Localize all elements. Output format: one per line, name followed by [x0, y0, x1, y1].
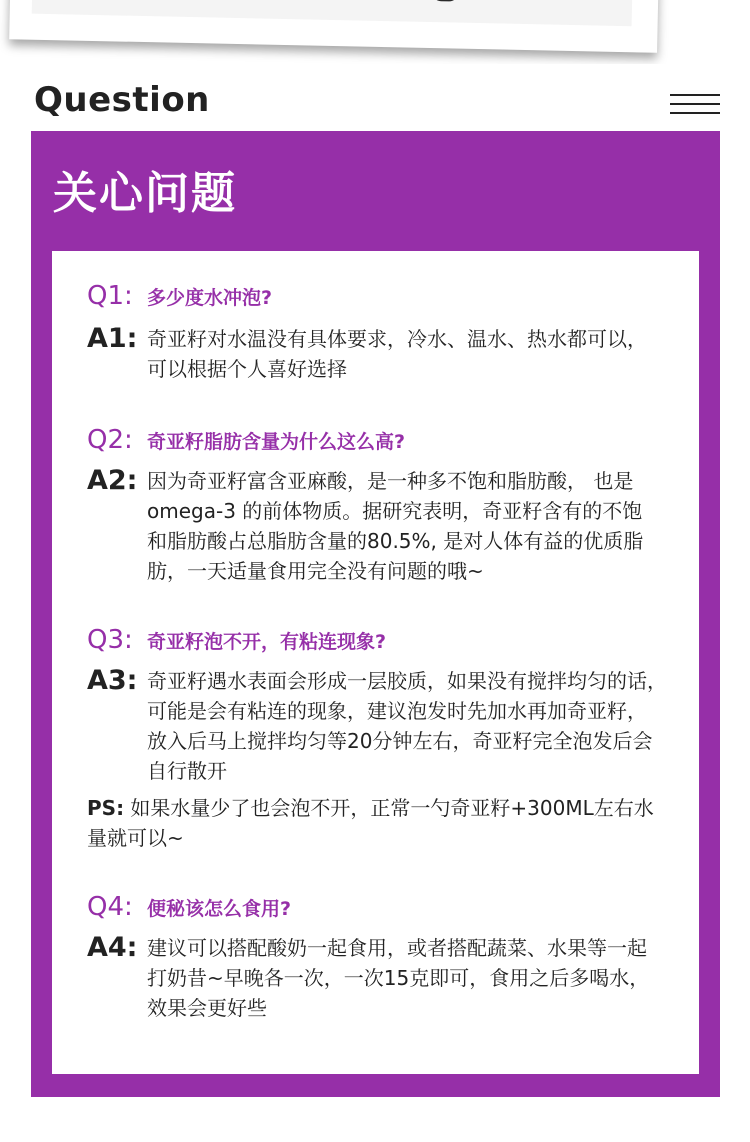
answer-line: 放入后马上搅拌均匀等20分钟左右，奇亚籽完全泡发后会: [147, 729, 653, 753]
answer-line: 可能是会有粘连的现象，建议泡发时先加水再加奇亚籽，: [147, 699, 647, 723]
faq-answer-3: [87, 666, 667, 786]
answer-line: 奇亚籽对水温没有具体要求，冷水、温水、热水都可以，: [147, 327, 647, 351]
answer-line: 自行散开: [147, 759, 227, 783]
product-photo: [32, 0, 633, 26]
answer-line: 建议可以搭配酸奶一起食用，或者搭配蔬菜、水果等一起: [147, 936, 647, 960]
answer-tag: A4:: [87, 932, 138, 963]
answer-tag: A2:: [87, 465, 138, 496]
question-text: 奇亚籽泡不开，有粘连现象?: [147, 631, 387, 653]
ps-line: 量就可以~: [87, 826, 184, 850]
faq-question-1: [87, 281, 272, 311]
faq-ps-note: [87, 793, 654, 853]
answer-text: [147, 666, 667, 786]
faq-answer-1: [87, 324, 647, 384]
question-text: 多少度水冲泡?: [147, 287, 273, 309]
question-tag: Q4:: [87, 892, 133, 922]
answer-line: 可以根据个人喜好选择: [147, 357, 347, 381]
photo-card: [9, 0, 659, 53]
faq-question-4: [87, 892, 291, 922]
hamburger-menu-icon[interactable]: [670, 94, 720, 114]
panel-title: 关心问题: [53, 168, 237, 219]
answer-line: 效果会更好些: [147, 996, 267, 1020]
answer-tag: A3:: [87, 665, 138, 696]
faq-panel: [31, 131, 720, 1097]
answer-line: 和脂肪酸占总脂肪含量的80.5%, 是对人体有益的优质脂: [147, 529, 644, 553]
faq-question-3: [87, 625, 386, 655]
answer-text: [147, 933, 649, 1023]
answer-line: 奇亚籽遇水表面会形成一层胶质，如果没有搅拌均匀的话，: [147, 669, 667, 693]
ps-tag: PS:: [87, 796, 125, 820]
ps-line: 如果水量少了也会泡不开，正常一勺奇亚籽+300ML左右水: [130, 796, 654, 820]
faq-question-2: [87, 425, 405, 455]
answer-line: 肪，一天适量食用完全没有问题的哦~: [147, 559, 484, 583]
faq-card: [52, 251, 699, 1074]
question-text: 便秘该怎么食用?: [147, 898, 292, 920]
faq-answer-4: [87, 933, 649, 1023]
question-tag: Q1:: [87, 281, 133, 311]
question-text: 奇亚籽脂肪含量为什么这么高?: [147, 431, 406, 453]
answer-text: [147, 466, 643, 586]
faq-answer-2: [87, 466, 643, 586]
answer-tag: A1:: [87, 323, 138, 354]
answer-text: [147, 324, 647, 384]
product-photo-frame: [0, 0, 750, 64]
answer-line: omega-3 的前体物质。据研究表明，奇亚籽含有的不饱: [147, 499, 643, 523]
question-tag: Q3:: [87, 625, 133, 655]
photo-dark-shape: [432, 0, 458, 2]
question-tag: Q2:: [87, 425, 133, 455]
answer-line: 打奶昔~早晚各一次，一次15克即可，食用之后多喝水，: [147, 966, 650, 990]
section-heading: Question: [34, 80, 210, 120]
answer-line: 因为奇亚籽富含亚麻酸，是一种多不饱和脂肪酸， 也是: [147, 469, 634, 493]
